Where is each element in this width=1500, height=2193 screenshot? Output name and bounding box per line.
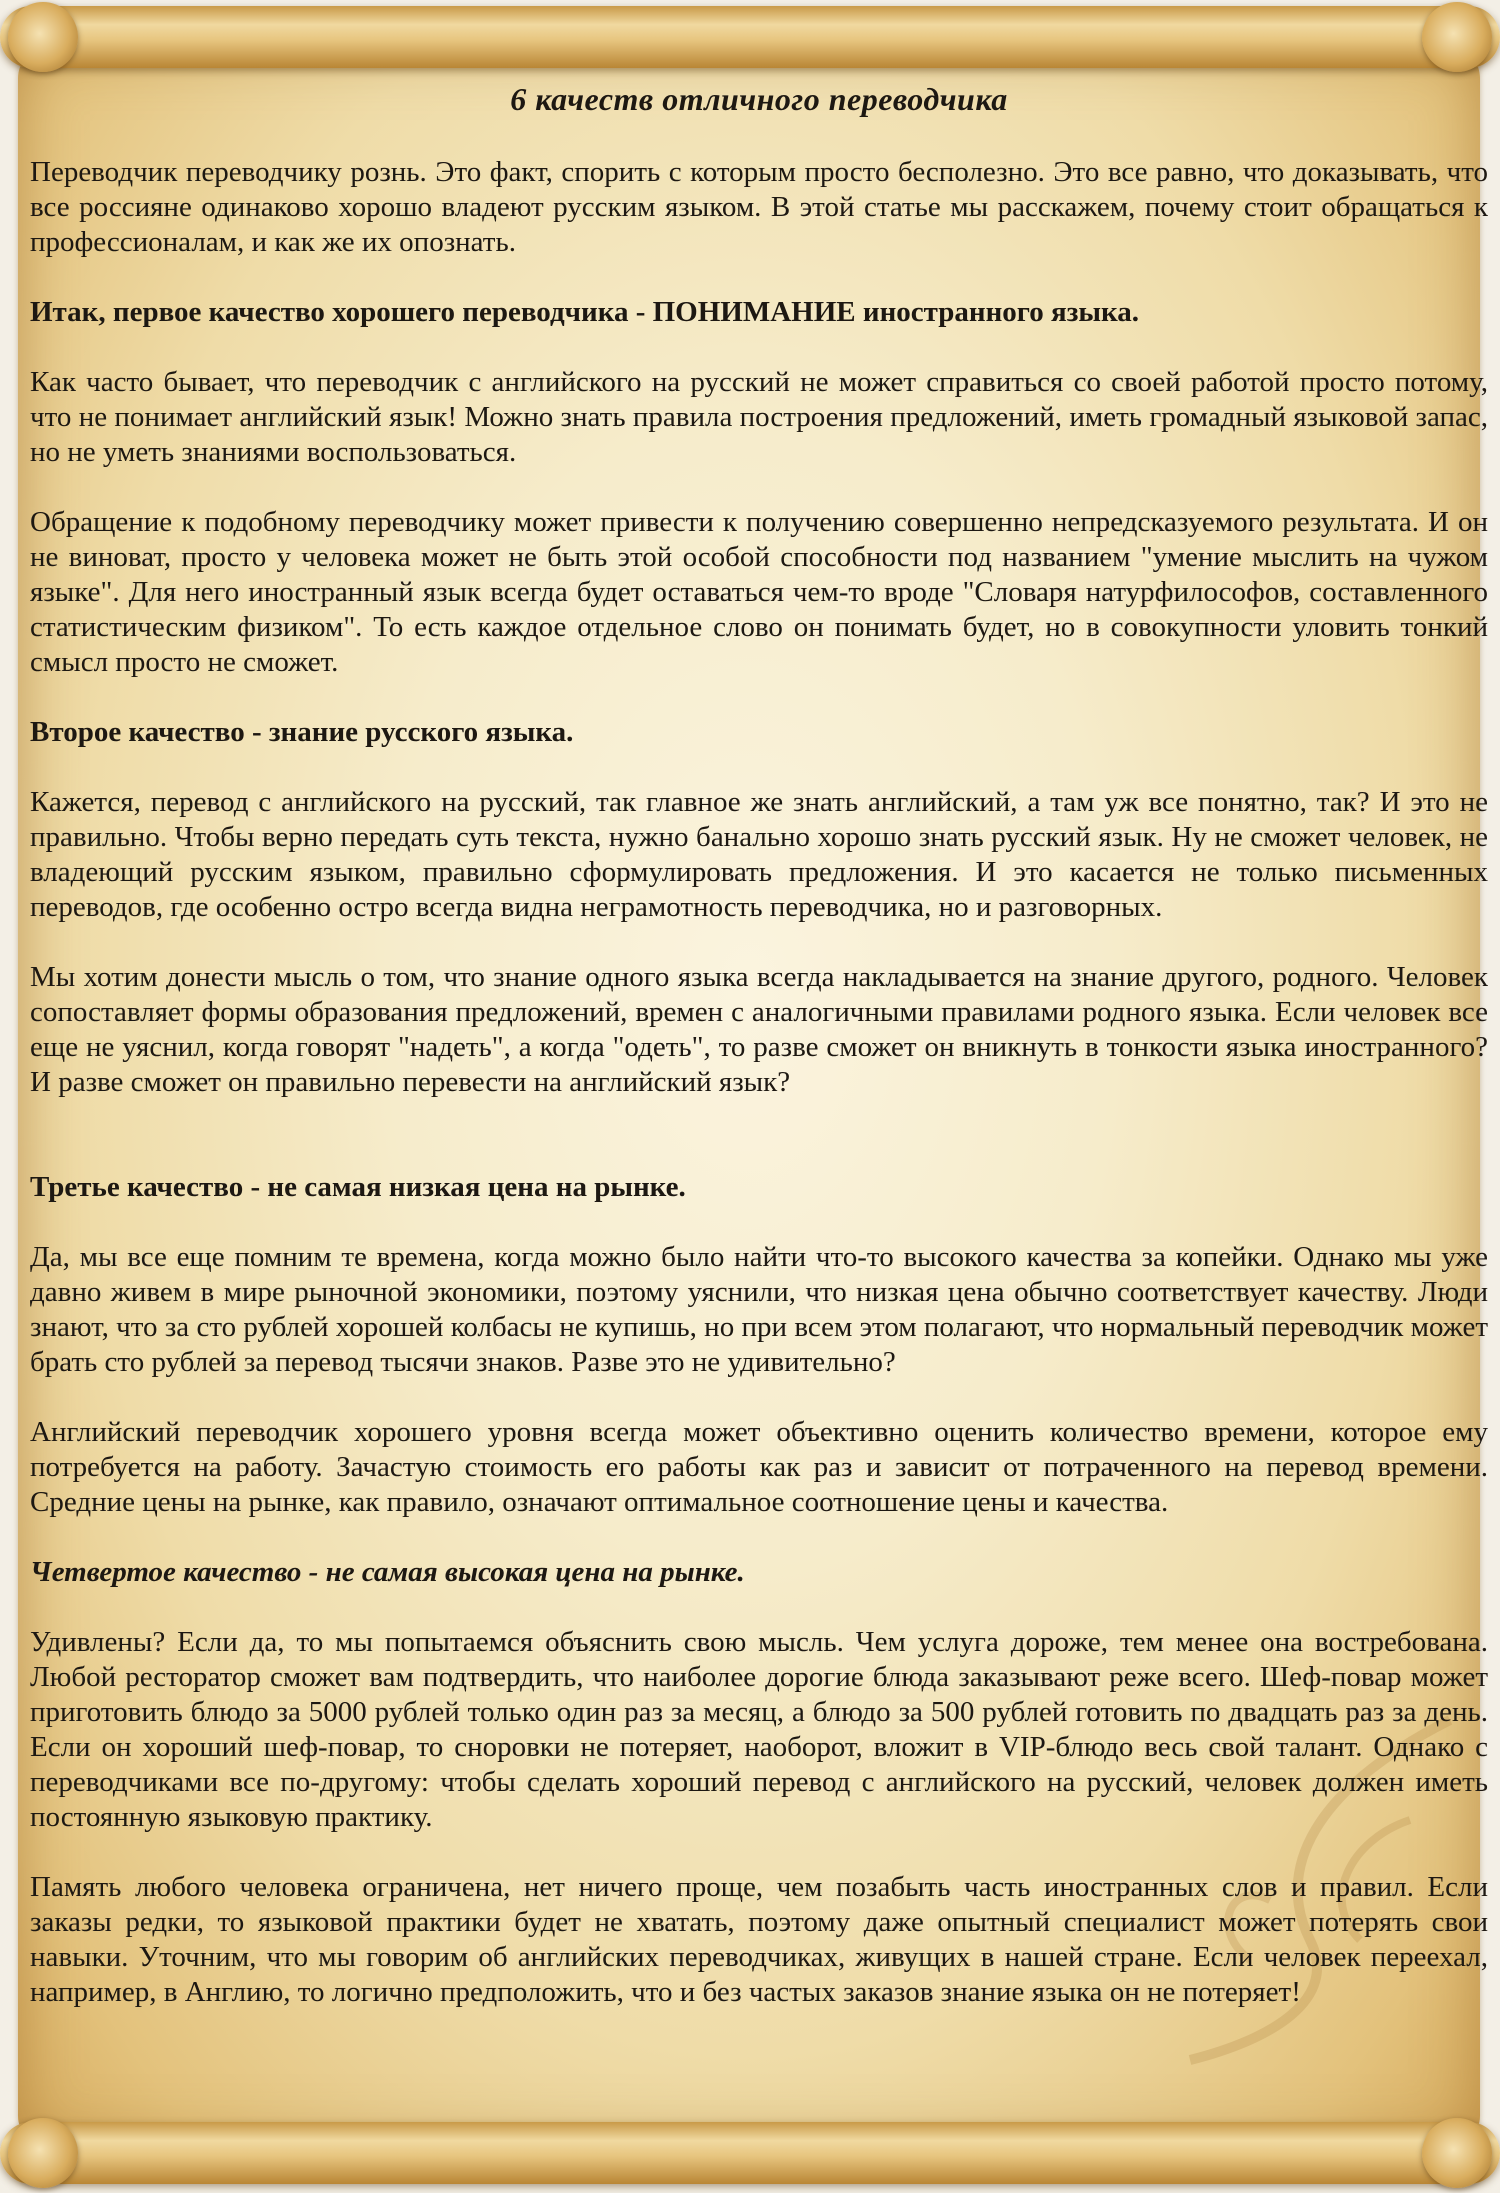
scroll-end-bottom-left <box>8 2118 78 2188</box>
section-heading: Третье качество - не самая низкая цена на рынке. <box>30 1171 686 1203</box>
article-body <box>30 155 1488 2010</box>
paragraph: Английский переводчик хорошего уровня всегда может объективно оценить количество времени, которое ему потребуется на работу. Зачастую стоимость его работы как раз и зависит от потраченного на перевод времени. Средние цены на рынке, как правило, означают оптимальное соотношение цены и качества. <box>30 1416 1488 1518</box>
section-heading: Итак, первое качество хорошего переводчика - ПОНИМАНИЕ иностранного языка. <box>30 296 1140 328</box>
paragraph: Переводчик переводчику рознь. Это факт, спорить с которым просто бесполезно. Это все равно, что доказывать, что все россияне одинаково хорошо владеют русским языком. В этой статье мы расскажем, почему стоит обращаться к профессионалам, и как же их опознать. <box>30 156 1488 258</box>
article-title: 6 качеств отличного переводчика <box>510 81 1008 117</box>
paragraph: Да, мы все еще помним те времена, когда можно было найти что-то высокого качества за копейки. Однако мы уже давно живем в мире рыночной экономики, поэтому уяснили, что низкая цена обычно соответствует качеству. Люди знают, что за сто рублей хорошей колбасы не купишь, но при всем этом полагают, что нормальный переводчик может брать сто рублей за перевод тысячи знаков. Разве это не удивительно? <box>30 1241 1488 1378</box>
scroll-end-top-left <box>8 2 78 72</box>
paragraph: Обращение к подобному переводчику может привести к получению совершенно непредсказуемого результата. И он не виноват, просто у человека может не быть этой особой способности под названием "умение мыслить на чужом языке". Для него иностранный язык всегда будет оставаться чем-то вроде "Словаря натурфилософов, составленного статистическим физиком". То есть каждое отдельное слово он понимать будет, но в совокупности уловить тонкий смысл просто не сможет. <box>30 506 1488 678</box>
scroll-top-roll <box>0 6 1500 68</box>
scroll-end-top-right <box>1422 2 1492 72</box>
section-heading: Четвертое качество - не самая высокая цена на рынке. <box>30 1556 745 1588</box>
article <box>30 82 1488 2045</box>
paragraph: Кажется, перевод с английского на русский, так главное же знать английский, а там уж все понятно, так? И это не правильно. Чтобы верно передать суть текста, нужно банально хорошо знать русский язык. Ну не сможет человек, не владеющий русским языком, правильно сформулировать предложения. И это касается не только письменных переводов, где особенно остро всегда видна неграмотность переводчика, но и разговорных. <box>30 786 1488 923</box>
paragraph: Удивлены? Если да, то мы попытаемся объяснить свою мысль. Чем услуга дороже, тем менее она востребована. Любой ресторатор сможет вам подтвердить, что наиболее дорогие блюда заказывают реже всего. Шеф-повар может приготовить блюдо за 5000 рублей только один раз за месяц, а блюдо за 500 рублей готовить по двадцать раз за день. Если он хороший шеф-повар, то сноровки не потеряет, наоборот, вложит в VIP-блюдо весь свой талант. Однако с переводчиками все по-другому: чтобы сделать хороший перевод с английского на русский, человек должен иметь постоянную языковую практику. <box>30 1626 1488 1833</box>
section-heading: Второе качество - знание русского языка. <box>30 716 574 748</box>
section-spacer <box>30 1135 1488 1170</box>
scroll-bottom-roll <box>0 2122 1500 2184</box>
paragraph: Мы хотим донести мысль о том, что знание одного языка всегда накладывается на знание другого, родного. Человек сопоставляет формы образования предложений, времен с аналогичными правилами родного языка. Если человек все еще не уяснил, когда говорят "надеть", а когда "одеть", то разве сможет он вникнуть в тонкости языка иностранного? И разве сможет он правильно перевести на английский язык? <box>30 961 1488 1098</box>
paragraph: Как часто бывает, что переводчик с английского на русский не может справиться со своей работой просто потому, что не понимает английский язык! Можно знать правила построения предложений, иметь громадный языковой запас, но не уметь знаниями воспользоваться. <box>30 366 1488 468</box>
paragraph: Память любого человека ограничена, нет ничего проще, чем позабыть часть иностранных слов и правил. Если заказы редки, то языковой практики будет не хватать, поэтому даже опытный специалист может потерять свои навыки. Уточним, что мы говорим об английских переводчиках, живущих в нашей стране. Если человек переехал, например, в Англию, то логично предположить, что и без частых заказов знание языка он не потеряет! <box>30 1871 1488 2008</box>
scroll-end-bottom-right <box>1422 2118 1492 2188</box>
